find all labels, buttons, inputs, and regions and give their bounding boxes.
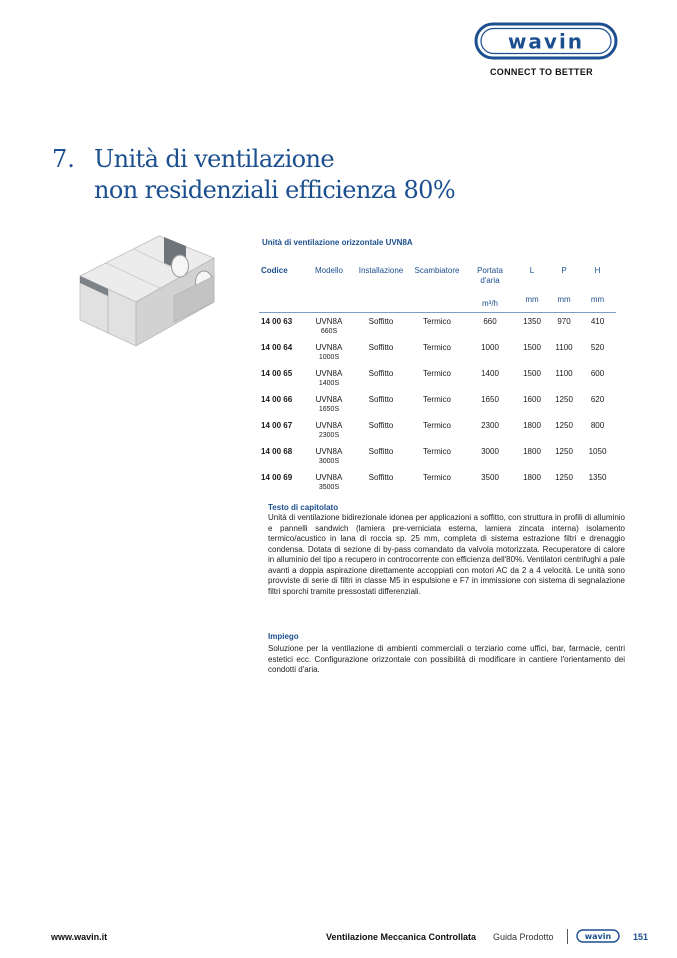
row-portata: 2300 [481, 421, 499, 430]
footer-divider [567, 929, 568, 944]
row-model-variant: 2300S [318, 432, 340, 439]
header-h: H [594, 266, 601, 275]
unit-l: mm [515, 286, 549, 313]
row-model-variant: 1650S [318, 406, 340, 413]
row-installazione: Soffitto [368, 369, 394, 378]
capitolato-text: Unità di ventilazione bidirezionale idonea per applicazioni a soffitto, con struttura in profili di alluminio e pannelli sandwich (lamiera pre-verniciata esterna, lamiera zincata interna) isolamento termico/acustico in lana di roccia sp. 25 mm, completa di sistema estrazione filtri e drenaggio condensa. Dotata di sezione di by-pass comandato da valvola motorizzata. Recuperatore di calore in alluminio del tipo a recupero in controcorrente con efficienza dell'80%. Ventilatori centrifughi a pale avanti a doppia aspirazione direttamente accoppiati con motori AC da 2 a 4 velocità. Le unità sono provviste di serie di filtri in classe M5 in espulsione e F7 in immissione con sistema di segnalazione filtri sporchi tramite pressostati differenziali. [268, 513, 625, 596]
row-code: 14 00 67 [261, 421, 293, 430]
row-code: 14 00 66 [261, 395, 293, 404]
row-model-variant: 1400S [318, 380, 340, 387]
row-portata: 3000 [481, 447, 499, 456]
row-l: 1800 [523, 447, 541, 456]
header-modello: Modello [314, 266, 343, 275]
row-model-variant: 1000S [318, 354, 340, 361]
row-model-name: UVN8A [315, 421, 343, 430]
row-model [305, 417, 353, 443]
row-code: 14 00 63 [261, 317, 293, 326]
row-model-variant: 3000S [318, 458, 340, 465]
row-scambiatore: Termico [422, 395, 451, 404]
row-scambiatore: Termico [422, 447, 451, 456]
table-row [259, 313, 616, 340]
row-h: 410 [590, 317, 605, 326]
row-model [305, 391, 353, 417]
footer-url[interactable]: www.wavin.it [51, 932, 108, 942]
row-p: 1250 [555, 395, 573, 404]
footer-subtitle: Guida Prodotto [493, 932, 554, 942]
header-p: P [561, 266, 567, 275]
row-l: 1350 [523, 317, 541, 326]
wavin-logo [474, 22, 618, 60]
brand-tagline: CONNECT TO BETTER [490, 67, 593, 77]
row-p: 1100 [555, 369, 573, 378]
row-model [305, 443, 353, 469]
row-model-variant: 3500S [318, 484, 340, 491]
row-model [305, 365, 353, 391]
row-l: 1500 [523, 343, 541, 352]
table-row [259, 391, 616, 417]
row-l: 1600 [523, 395, 541, 404]
wavin-logo-text: wavin [507, 29, 585, 54]
header-l: L [529, 266, 535, 275]
footer-wavin-logo [576, 929, 620, 943]
row-scambiatore: Termico [422, 369, 451, 378]
row-h: 620 [590, 395, 605, 404]
specs-table [259, 266, 616, 495]
row-installazione: Soffitto [368, 317, 394, 326]
header-scambiatore: Scambiatore [414, 266, 460, 275]
table-row [259, 417, 616, 443]
row-h: 1050 [588, 447, 607, 456]
row-installazione: Soffitto [368, 343, 394, 352]
unit-portata: m³/h [465, 286, 515, 313]
row-portata: 1400 [481, 369, 499, 378]
unit-h: mm [579, 286, 616, 313]
row-scambiatore: Termico [422, 421, 451, 430]
table-row [259, 469, 616, 495]
row-installazione: Soffitto [368, 421, 394, 430]
footer-logo-text: wavin [584, 932, 612, 941]
row-portata: 3500 [481, 473, 499, 482]
table-row [259, 365, 616, 391]
row-scambiatore: Termico [422, 317, 451, 326]
row-scambiatore: Termico [422, 473, 451, 482]
row-p: 970 [557, 317, 571, 326]
header-codice: Codice [261, 266, 288, 275]
row-model-variant: 660S [320, 328, 338, 335]
row-code: 14 00 69 [261, 473, 293, 482]
row-model-name: UVN8A [315, 317, 343, 326]
page-number: 151 [633, 932, 649, 942]
row-l: 1800 [523, 473, 541, 482]
section-number: 7. [52, 145, 75, 173]
row-model-name: UVN8A [315, 395, 343, 404]
row-p: 1250 [555, 473, 573, 482]
row-installazione: Soffitto [368, 447, 394, 456]
row-installazione: Soffitto [368, 473, 394, 482]
row-model-name: UVN8A [315, 369, 343, 378]
row-p: 1100 [555, 343, 573, 352]
row-h: 1350 [588, 473, 607, 482]
row-h: 520 [590, 343, 605, 352]
row-model-name: UVN8A [315, 473, 343, 482]
row-l: 1500 [523, 369, 541, 378]
page-title-line-2: non residenziali efficienza 80% [94, 176, 456, 204]
table-row [259, 339, 616, 365]
row-portata: 1650 [481, 395, 499, 404]
row-p: 1250 [555, 447, 573, 456]
table-title: Unità di ventilazione orizzontale UVN8A [262, 238, 413, 247]
table-row [259, 443, 616, 469]
ventilation-unit-image [74, 232, 222, 352]
row-code: 14 00 64 [261, 343, 293, 352]
footer-title: Ventilazione Meccanica Controllata [326, 932, 477, 942]
row-h: 600 [590, 369, 605, 378]
row-p: 1250 [555, 421, 573, 430]
row-scambiatore: Termico [422, 343, 451, 352]
row-model-name: UVN8A [315, 343, 343, 352]
row-h: 800 [590, 421, 605, 430]
row-model [305, 469, 353, 495]
row-model [305, 339, 353, 365]
row-l: 1800 [523, 421, 541, 430]
row-installazione: Soffitto [368, 395, 394, 404]
header-portata: Portata d'aria [477, 266, 503, 285]
row-portata: 1000 [481, 343, 499, 352]
unit-p: mm [549, 286, 579, 313]
header-installazione: Installazione [358, 266, 404, 275]
impiego-text: Soluzione per la ventilazione di ambienti commerciali o terziario come uffici, bar, farmacie, centri estetici ecc. Configurazione orizzontale con possibilità di modificare in cantiere l'orientamento dei condotti d'aria. [268, 644, 625, 674]
row-model-name: UVN8A [315, 447, 343, 456]
row-code: 14 00 65 [261, 369, 293, 378]
capitolato-title: Testo di capitolato [268, 503, 339, 512]
impiego-title: Impiego [268, 632, 299, 641]
page-title-line-1: Unità di ventilazione [94, 145, 334, 173]
row-code: 14 00 68 [261, 447, 293, 456]
row-portata: 660 [483, 317, 497, 326]
row-model [305, 313, 353, 340]
